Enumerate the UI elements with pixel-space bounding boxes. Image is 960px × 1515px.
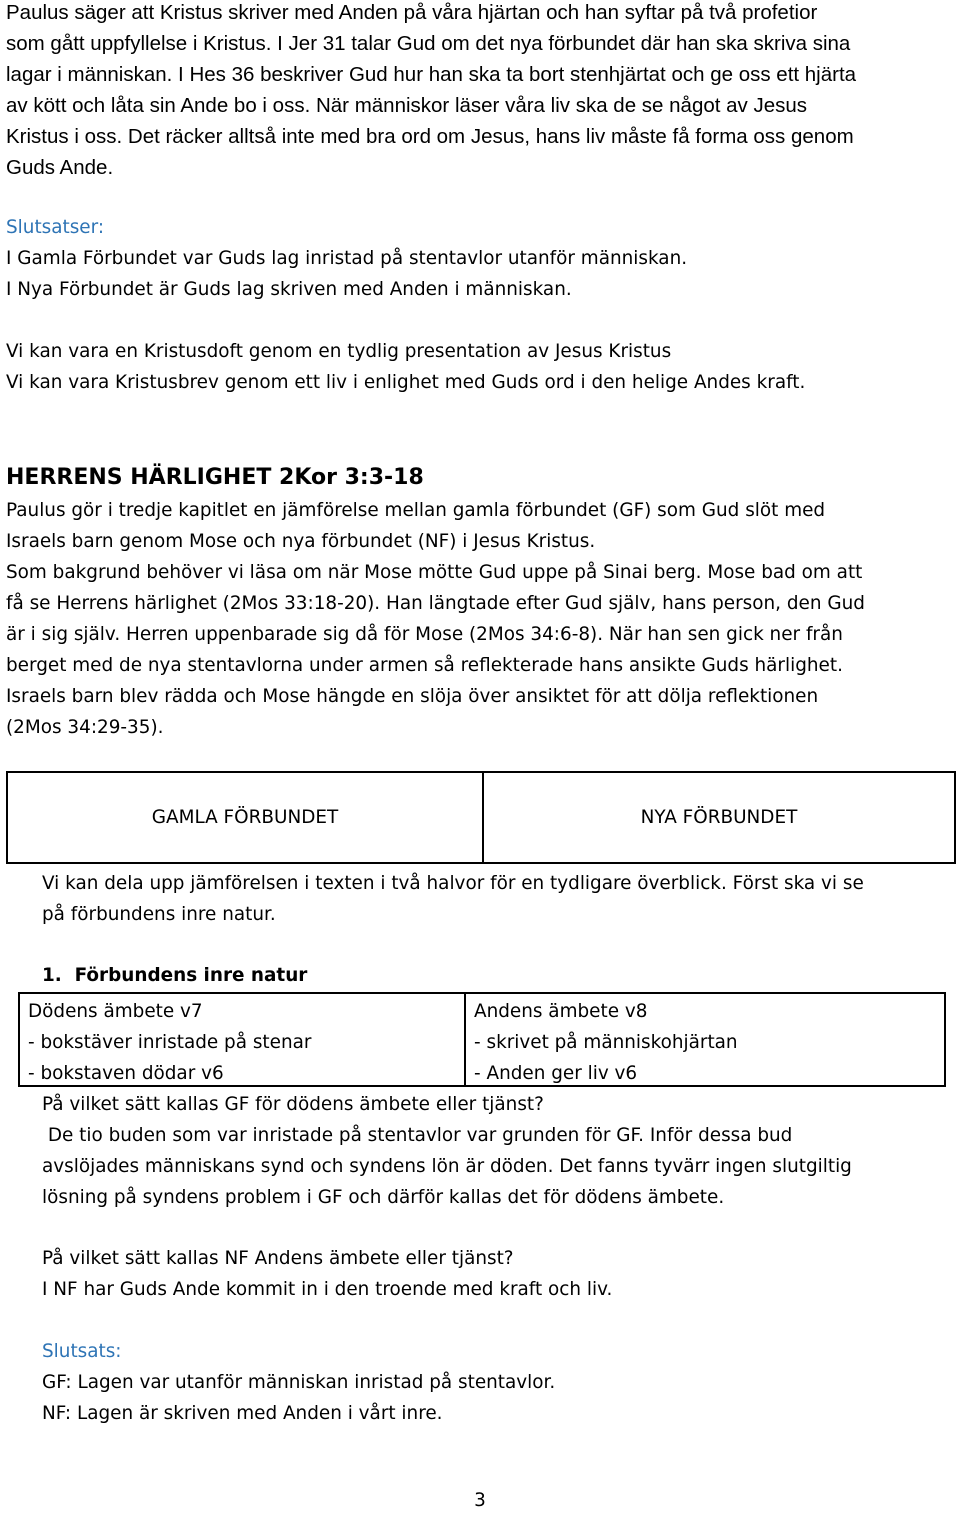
conclusions-block: [6, 212, 956, 305]
section-heading: HERRENS HÄRLIGHET 2Kor 3:3-18: [6, 465, 424, 490]
answer-line: avslöjades människans synd och syndens lön är döden. Det fanns tyvärr ingen slutgiltig: [42, 1156, 852, 1177]
section-line: Paulus gör i tredje kapitlet en jämförelse mellan gamla förbundet (GF) som Gud slöt med: [6, 500, 826, 521]
table-cell: Andens ämbete v8: [474, 1001, 648, 1022]
section-line: Israels barn blev rädda och Mose hängde en slöja över ansiktet för att dölja reflektionen: [6, 686, 819, 707]
intro-line: Paulus säger att Kristus skriver med Anden på våra hjärtan och han syftar på två profetior: [6, 1, 818, 24]
intro-line: Kristus i oss. Det räcker alltså inte med bra ord om Jesus, hans liv måste få forma oss genom: [6, 125, 854, 148]
conclusion-line: GF: Lagen var utanför människan inristad på stentavlor.: [42, 1372, 556, 1393]
page-number: 3: [474, 1490, 486, 1511]
subsection-heading: [42, 960, 942, 991]
table-cell: Dödens ämbete v7: [28, 1001, 203, 1022]
conclusion-line: I Gamla Förbundet var Guds lag inristad på stentavlor utanför människan.: [6, 248, 688, 269]
conclusion-label: Slutsats:: [42, 1341, 122, 1362]
covenant-compare-box: [6, 771, 956, 864]
intro-line: Guds Ande.: [6, 156, 114, 179]
subsection-number: 1.: [42, 965, 62, 986]
answer-line: I NF har Guds Ande kommit in i den troende med kraft och liv.: [42, 1279, 613, 1300]
conclusions-label: Slutsatser:: [6, 217, 105, 238]
subsection-title: Förbundens inre natur: [74, 965, 308, 986]
table-cell: - bokstäver inristade på stenar: [28, 1032, 312, 1053]
new-covenant-column: [466, 994, 944, 1085]
answer-line: De tio buden som var inristade på stentavlor var grunden för GF. Inför dessa bud: [42, 1125, 793, 1146]
section-line: få se Herrens härlighet (2Mos 33:18-20). Han längtade efter Gud själv, hans person, den Gud: [6, 593, 865, 614]
section-line: Israels barn genom Mose och nya förbundet (NF) i Jesus Kristus.: [6, 531, 596, 552]
section-line: berget med de nya stentavlorna under armen så reflekterade hans ansikte Guds härlighet.: [6, 655, 843, 676]
conclusion-line: NF: Lagen är skriven med Anden i vårt inre.: [42, 1403, 443, 1424]
intro-paragraph: [6, 0, 956, 183]
table-cell: - Anden ger liv v6: [474, 1063, 638, 1084]
statement-line: Vi kan vara Kristusbrev genom ett liv i enlighet med Guds ord i den helige Andes kraft.: [6, 372, 806, 393]
intro-line: av kött och låta sin Ande bo i oss. När människor läser våra liv ska de se något av Jesus: [6, 94, 808, 117]
section-paragraph: [6, 495, 956, 743]
new-covenant-header: NYA FÖRBUNDET: [640, 807, 798, 828]
table-cell: - skrivet på människohjärtan: [474, 1032, 738, 1053]
question: På vilket sätt kallas GF för dödens ämbete eller tjänst?: [42, 1094, 544, 1115]
section-line: (2Mos 34:29-35).: [6, 717, 164, 738]
statements-block: [6, 336, 956, 398]
question: På vilket sätt kallas NF Andens ämbete eller tjänst?: [42, 1248, 514, 1269]
intro-line: som gått uppfyllelse i Kristus. I Jer 31 talar Gud om det nya förbundet där han ska skriva sina: [6, 32, 851, 55]
conclusion-block: [42, 1336, 942, 1429]
compare-intro: [42, 868, 942, 930]
qa-block-2: [42, 1243, 942, 1305]
answer-line: lösning på syndens problem i GF och därför kallas det för dödens ämbete.: [42, 1187, 725, 1208]
old-covenant-header: GAMLA FÖRBUNDET: [8, 773, 484, 862]
compare-intro-line: Vi kan dela upp jämförelsen i texten i två halvor för en tydligare överblick. Först ska vi se: [42, 873, 864, 894]
conclusion-line: I Nya Förbundet är Guds lag skriven med Anden i människan.: [6, 279, 572, 300]
section-line: Som bakgrund behöver vi läsa om när Mose mötte Gud uppe på Sinai berg. Mose bad om att: [6, 562, 863, 583]
compare-intro-line: på förbundens inre natur.: [42, 904, 276, 925]
statement-line: Vi kan vara en Kristusdoft genom en tydlig presentation av Jesus Kristus: [6, 341, 672, 362]
table-cell: - bokstaven dödar v6: [28, 1063, 224, 1084]
nature-table: [18, 992, 946, 1087]
old-covenant-column: [20, 994, 466, 1085]
intro-line: lagar i människan. I Hes 36 beskriver Gud hur han ska ta bort stenhjärtat och ge oss ett hjärta: [6, 63, 857, 86]
qa-block-1: [42, 1089, 942, 1213]
section-line: är i sig själv. Herren uppenbarade sig då för Mose (2Mos 34:6-8). När han sen gick ner från: [6, 624, 843, 645]
